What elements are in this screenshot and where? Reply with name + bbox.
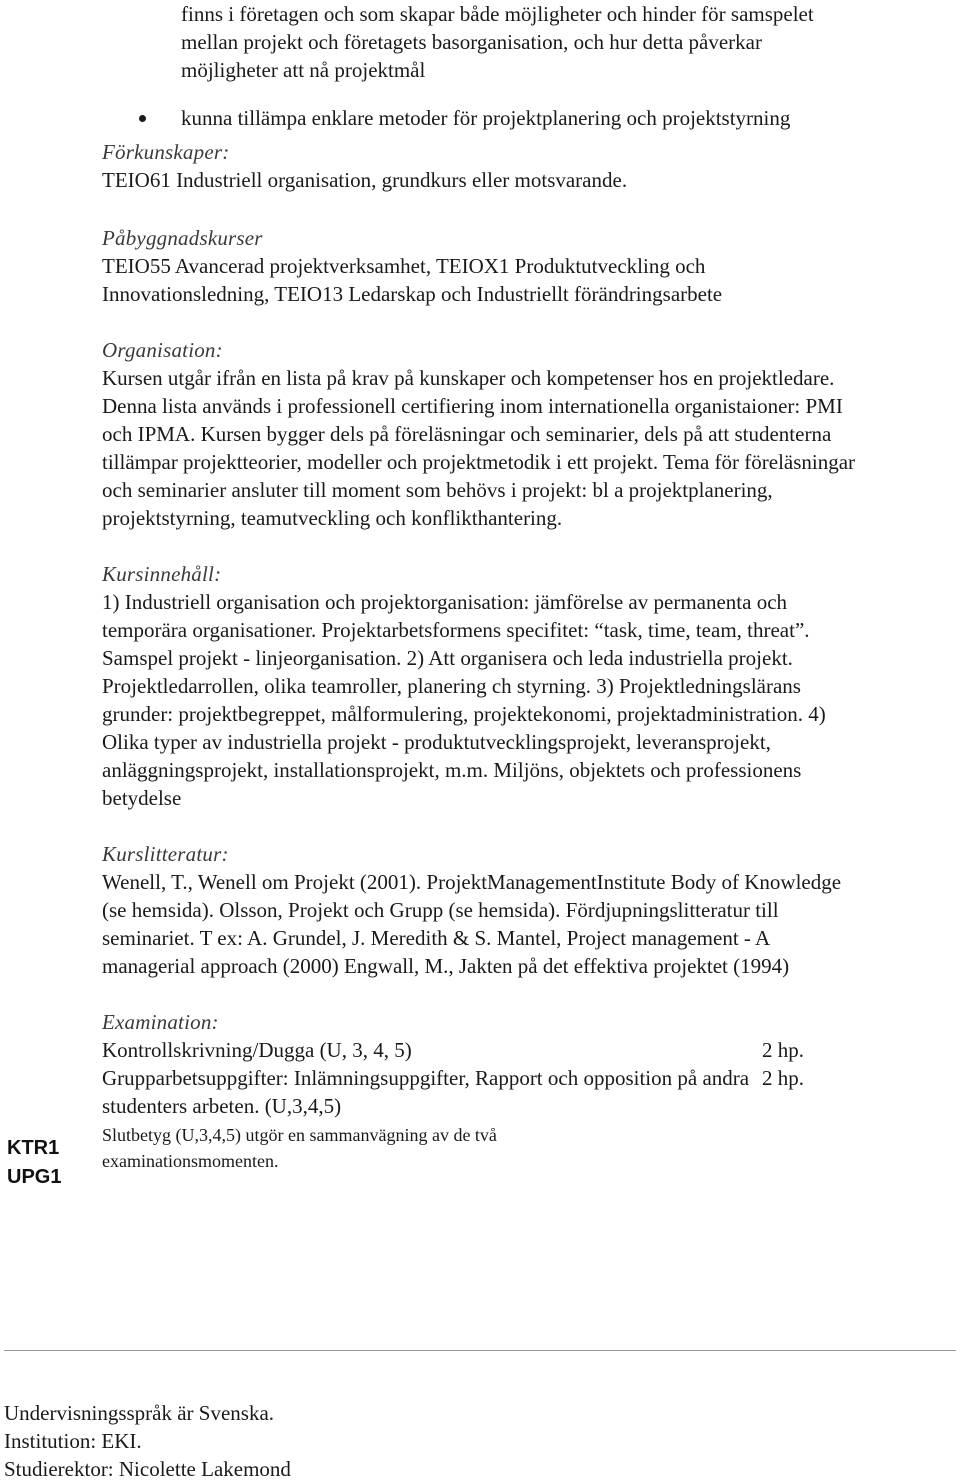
course-footer (4, 1399, 291, 1483)
section-examination (102, 1008, 862, 1174)
kurslitteratur-text: Wenell, T., Wenell om Projekt (2001). ProjektManagementInstitute Body of Knowledge (se hemsida). Olsson, Projekt och Grupp (se hemsida). Fördjupningslitteratur till seminariet. T ex: A. Grundel, J. Meredith & S. Mantel, Project management - A managerial approach (2000) Engwall, M., Jakten på det effektiva projektet (1994) (102, 870, 842, 978)
forkunskaper-text: TEIO61 Industriell organisation, grundkurs eller motsvarande. (102, 168, 628, 192)
exam-item-credits: 2 hp. (762, 1038, 804, 1062)
exam-code-ktr1: KTR1 (7, 1137, 60, 1159)
section-kursinnehall (102, 560, 862, 812)
kurslitteratur-heading: Kurslitteratur: (102, 842, 229, 866)
exam-item-upg1 (102, 1064, 862, 1120)
kursinnehall-heading: Kursinnehåll: (102, 562, 222, 586)
exam-item-credits: 2 hp. (762, 1066, 804, 1090)
organisation-heading: Organisation: (102, 338, 223, 362)
section-forkunskaper (102, 138, 862, 194)
exam-codes (7, 1134, 61, 1192)
exam-item-ktr1 (102, 1036, 862, 1064)
teaching-language: Undervisningsspråk är Svenska. (4, 1401, 275, 1425)
exam-code-upg1: UPG1 (7, 1166, 62, 1188)
exam-item-text: Kontrollskrivning/Dugga (U, 3, 4, 5) (102, 1038, 412, 1062)
footer-divider (4, 1350, 956, 1351)
intro-continued-text: finns i företagen och som skapar både möjligheter och hinder för samspelet mellan projekt och företagets basorganisation, och hur detta påverkar möjligheter att nå projektmål (181, 2, 814, 82)
final-grade-note: Slutbetyg (U,3,4,5) utgör en sammanvägning av de två examinationsmomenten. (102, 1125, 497, 1171)
pabyggnadskurser-text: TEIO55 Avancerad projektverksamhet, TEIOX1 Produktutveckling och Innovationsledning, TEIO13 Ledarskap och Industriellt förändringsarbete (102, 254, 723, 306)
kursinnehall-text: 1) Industriell organisation och projektorganisation: jämförelse av permanenta och temporära organisationer. Projektarbetsformens specifitet: “task, time, team, threat”. Samspel projekt - linjeorganisation. 2) Att organisera och leda industriella projekt. Projektledarrollen, olika teamroller, planering ch styrning. 3) Projektledningslärans grunder: projektbegreppet, målformulering, projektekonomi, projektadministration. 4) Olika typer av industriella projekt - produktutvecklingsprojekt, leveransprojekt, anläggningsprojekt, installationsprojekt, m.m. Miljöns, objektets och professionens betydelse (102, 590, 826, 810)
goal-bullet-text: kunna tillämpa enklare metoder för projektplanering och projektstyrning (181, 106, 791, 130)
institution: Institution: EKI. (4, 1429, 142, 1453)
section-pabyggnadskurser (102, 224, 862, 308)
pabyggnadskurser-heading: Påbyggnadskurser (102, 226, 263, 250)
section-organisation (102, 336, 862, 532)
organisation-text: Kursen utgår ifrån en lista på krav på kunskaper och kompetenser hos en projektledare. Denna lista används i professionell certifiering inom internationella organistaioner: PMI och IPMA. Kursen bygger dels på föreläsningar och seminarier, dels på att studenterna tillämpar projektteorier, modeller och projektmetodik i ett projekt. Tema för föreläsningar och seminarier ansluter till moment som behövs i projekt: bl a projektplanering, projektstyrning, teamutveckling och konflikthantering. (102, 366, 856, 530)
director-of-studies: Studierektor: Nicolette Lakemond (4, 1457, 291, 1481)
section-kurslitteratur (102, 840, 862, 980)
forkunskaper-heading: Förkunskaper: (102, 140, 230, 164)
goal-bullet-item (102, 104, 862, 132)
exam-item-text: Grupparbetsuppgifter: Inlämningsuppgifter, Rapport och opposition på andra studenters arbeten. (U,3,4,5) (102, 1066, 750, 1118)
course-description (102, 0, 862, 1174)
bullet-icon (139, 115, 146, 122)
examination-heading: Examination: (102, 1010, 219, 1034)
